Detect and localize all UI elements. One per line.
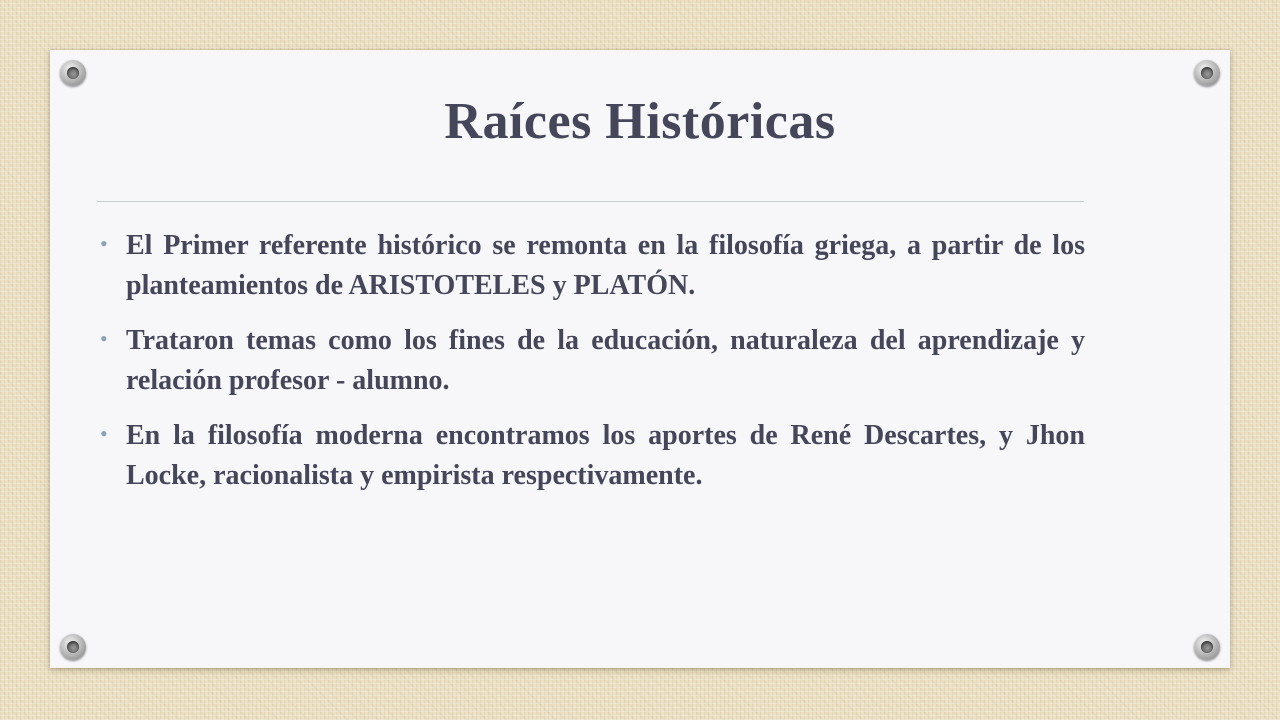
bullet-dot-icon: • — [100, 326, 108, 351]
bullet-list — [100, 226, 1085, 511]
slide-title: Raíces Históricas — [444, 93, 836, 150]
grommet-bottom-left-icon — [60, 634, 86, 660]
bullet-dot-icon: • — [100, 231, 108, 256]
bullet-text: En la filosofía moderna encontramos los aportes de René Descartes, y Jhon Locke, racionalista y empirista respectivamente. — [126, 420, 1085, 491]
grommet-top-left-icon — [60, 60, 86, 86]
bullet-dot-icon: • — [100, 421, 108, 446]
bullet-text: El Primer referente histórico se remonta en la filosofía griega, a partir de los planteamientos de ARISTOTELES y PLATÓN. — [126, 230, 1085, 301]
grommet-top-right-icon — [1194, 60, 1220, 86]
grommet-bottom-right-icon — [1194, 634, 1220, 660]
bullet-text: Trataron temas como los fines de la educación, naturaleza del aprendizaje y relación profesor - alumno. — [126, 325, 1085, 396]
bullet-item — [100, 416, 1085, 496]
bullet-item — [100, 321, 1085, 401]
bullet-item — [100, 226, 1085, 306]
title-divider — [97, 201, 1084, 202]
